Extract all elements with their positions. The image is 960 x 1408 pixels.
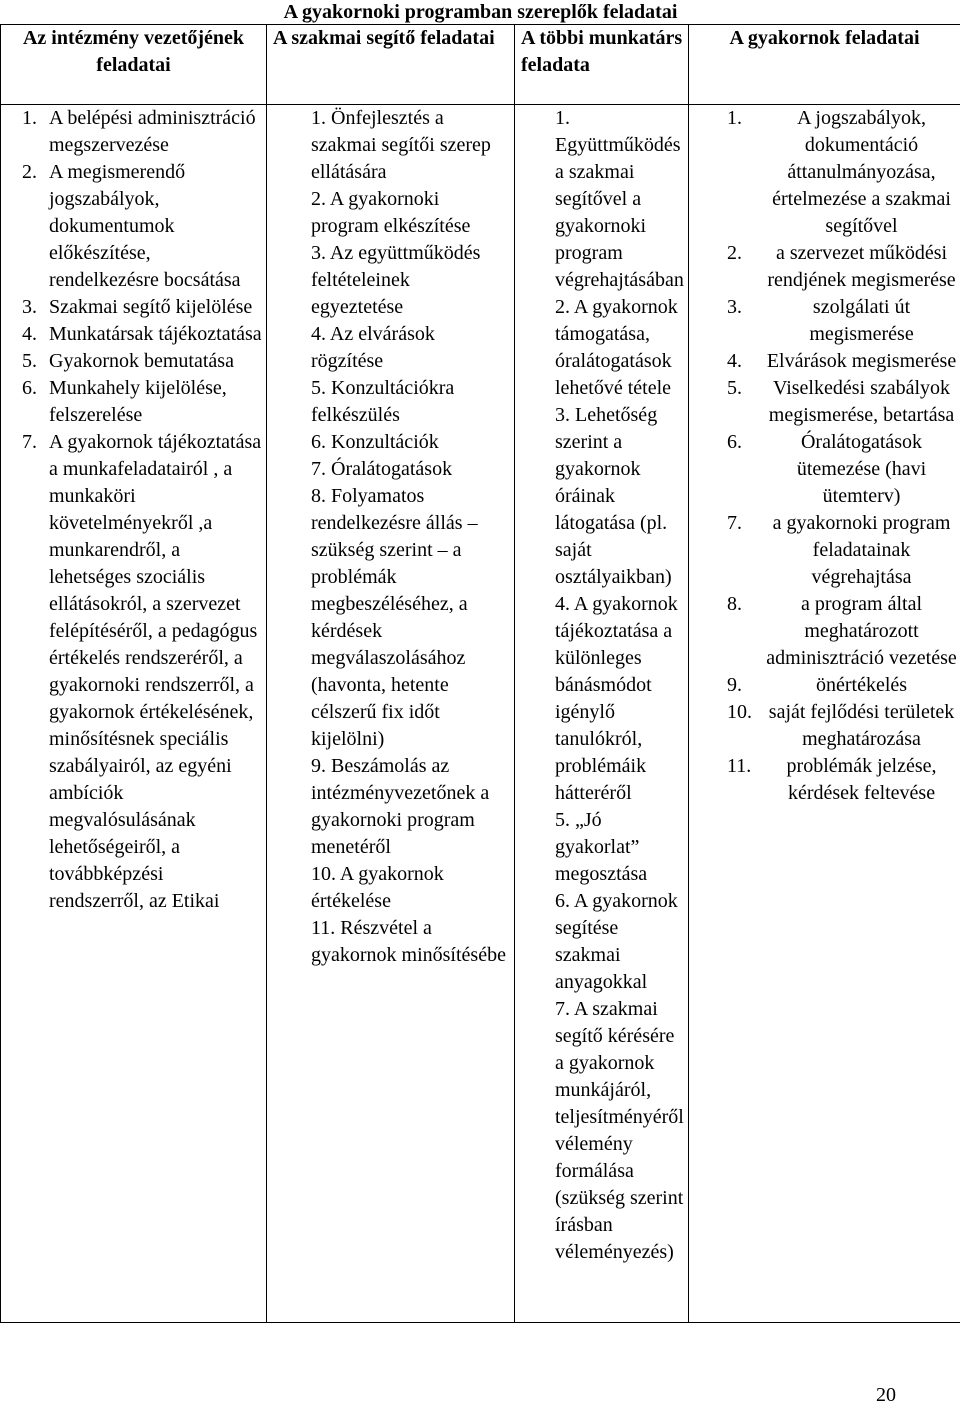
item-text: „Jó gyakorlat” megosztása	[555, 809, 648, 885]
item-number: 1.	[311, 107, 326, 129]
item-text: A gyakornok tájékoztatása a különleges bánásmódot igénylő tanulókról, problémáik hátteréről	[555, 593, 678, 804]
item-number: 10.	[727, 701, 752, 723]
list-item	[311, 186, 506, 240]
item-text: Lehetőség szerint a gyakornok óráinak látogatása (pl. saját osztályaikban)	[555, 404, 672, 588]
list-item	[555, 402, 684, 591]
list-item	[15, 105, 262, 159]
list-item	[311, 915, 506, 969]
item-number: 4.	[22, 323, 37, 345]
list-item	[555, 294, 684, 402]
item-text: Elvárások megismerése	[766, 350, 957, 372]
item-number: 1.	[555, 107, 570, 129]
item-text: A jogszabályok, dokumentáció áttanulmányozása, értelmezése a szakmai segítővel	[772, 107, 951, 237]
item-number: 5.	[555, 809, 570, 831]
item-number: 1.	[727, 107, 742, 129]
item-text: A gyakornok segítése szakmai anyagokkal	[555, 890, 678, 993]
item-number: 7.	[311, 458, 326, 480]
item-number: 10.	[311, 863, 336, 885]
item-text: Óralátogatások	[331, 458, 453, 480]
item-number: 8.	[727, 593, 742, 615]
list-item	[555, 996, 684, 1266]
item-text: Konzultációk	[331, 431, 439, 453]
colleague-tasks-cell	[515, 105, 689, 1323]
item-text: Az együttműködés feltételeinek egyeztetése	[311, 242, 481, 318]
list-item	[727, 753, 958, 807]
page-number: 20	[876, 1384, 896, 1406]
item-number: 6.	[22, 377, 37, 399]
list-item	[15, 375, 262, 429]
item-number: 2.	[22, 161, 37, 183]
item-number: 4.	[555, 593, 570, 615]
item-text: Gyakornok bemutatása	[49, 350, 234, 372]
item-text: a szervezet működési rendjének megismerése	[767, 242, 956, 291]
item-text: a program által meghatározott adminisztráció vezetése	[766, 593, 957, 669]
header-trainee-tasks: A gyakornok feladatai	[689, 25, 960, 105]
table-title: A gyakornoki programban szereplők feladatai	[1, 0, 960, 25]
item-text: Folyamatos rendelkezésre állás – szükség szerint – a problémák megbeszéléséhez, a kérdések megválaszolásához (havonta, hetente célszerű fix időt kijelölni)	[311, 485, 478, 750]
item-number: 6.	[727, 431, 742, 453]
list-item	[311, 375, 506, 429]
item-number: 9.	[727, 674, 742, 696]
item-number: 11.	[311, 917, 336, 939]
list-item	[311, 483, 506, 753]
list-item	[15, 348, 262, 375]
list-item	[311, 240, 506, 321]
trainee-tasks-cell	[689, 105, 960, 1323]
list-item	[555, 807, 684, 888]
item-number: 1.	[22, 107, 37, 129]
item-text: Óralátogatások ütemezése (havi ütemterv)	[796, 431, 927, 507]
item-text: A belépési adminisztráció megszervezése	[49, 107, 256, 156]
item-number: 7.	[22, 431, 37, 453]
list-item	[727, 375, 958, 429]
list-item	[555, 591, 684, 807]
list-item	[15, 159, 262, 294]
item-text: Beszámolás az intézményvezetőnek a gyakornoki program menetéről	[311, 755, 490, 858]
item-number: 5.	[727, 377, 742, 399]
item-text: Szakmai segítő kijelölése	[49, 296, 253, 318]
item-text: Részvétel a gyakornok minősítésébe	[311, 917, 506, 966]
item-number: 3.	[555, 404, 570, 426]
header-mentor-tasks: A szakmai segítő feladatai	[267, 25, 515, 105]
mentor-tasks-cell	[267, 105, 515, 1323]
leader-tasks-list	[1, 105, 266, 915]
item-number: 6.	[311, 431, 326, 453]
item-number: 6.	[555, 890, 570, 912]
item-text: problémák jelzése, kérdések feltevése	[786, 755, 937, 804]
item-number: 3.	[727, 296, 742, 318]
mentor-tasks-list	[267, 105, 514, 969]
item-text: önértékelés	[815, 674, 908, 696]
list-item	[311, 456, 506, 483]
list-item	[727, 105, 958, 240]
list-item	[727, 591, 958, 672]
item-text: Viselkedési szabályok megismerése, betartása	[768, 377, 955, 426]
list-item	[555, 105, 684, 294]
list-item	[311, 429, 506, 456]
item-number: 9.	[311, 755, 326, 777]
item-text: saját fejlődési területek meghatározása	[768, 701, 955, 750]
item-text: szolgálati út megismerése	[809, 296, 914, 345]
list-item	[727, 510, 958, 591]
list-item	[311, 753, 506, 861]
list-item	[727, 699, 958, 753]
leader-tasks-cell	[1, 105, 267, 1323]
item-number: 8.	[311, 485, 326, 507]
item-number: 5.	[311, 377, 326, 399]
list-item	[15, 321, 262, 348]
list-item	[15, 429, 262, 915]
item-text: Önfejlesztés a szakmai segítői szerep ellátására	[311, 107, 491, 183]
item-number: 3.	[22, 296, 37, 318]
item-text: Munkahely kijelölése, felszerelése	[49, 377, 227, 426]
item-number: 2.	[727, 242, 742, 264]
item-number: 7.	[555, 998, 570, 1020]
list-item	[727, 672, 958, 699]
colleague-tasks-list	[515, 105, 688, 1266]
item-text: Az elvárások rögzítése	[311, 323, 435, 372]
item-number: 4.	[311, 323, 326, 345]
list-item	[727, 429, 958, 510]
item-number: 4.	[727, 350, 742, 372]
item-text: A szakmai segítő kérésére a gyakornok munkájáról, teljesítményéről vélemény formálása (szükség szerint írásban véleményezés)	[555, 998, 684, 1263]
item-text: Együttműködés a szakmai segítővel a gyakornoki program végrehajtásában	[555, 134, 684, 291]
list-item	[727, 240, 958, 294]
item-text: A gyakornok tájékoztatása a munkafeladatairól , a munkaköri követelményekről ,a munkarendről, a lehetséges szociális ellátásokról, a szervezet felépítéséről, a pedagógus értékelés rendszeréről, a gyakornoki rendszerről, a gyakornok értékelésének, minősítésnek speciális szabályairól, az egyéni ambíciók megvalósulásának lehetőségeiről, a továbbképzési rendszerről, az Etikai	[49, 431, 262, 912]
trainee-tasks-list	[689, 105, 960, 807]
list-item	[15, 294, 262, 321]
item-text: Munkatársak tájékoztatása	[49, 323, 262, 345]
item-text: A gyakornoki program elkészítése	[311, 188, 471, 237]
list-item	[311, 861, 506, 915]
list-item	[311, 321, 506, 375]
item-number: 2.	[311, 188, 326, 210]
list-item	[555, 888, 684, 996]
item-number: 7.	[727, 512, 742, 534]
header-leader-tasks: Az intézmény vezetőjének feladatai	[1, 25, 267, 105]
list-item	[727, 294, 958, 348]
header-colleague-tasks: A többi munkatárs feladata	[515, 25, 689, 105]
item-number: 2.	[555, 296, 570, 318]
item-number: 11.	[727, 755, 752, 777]
item-text: a gyakornoki program feladatainak végrehajtása	[772, 512, 951, 588]
list-item	[727, 348, 958, 375]
item-number: 3.	[311, 242, 326, 264]
item-text: A gyakornok értékelése	[311, 863, 444, 912]
item-number: 5.	[22, 350, 37, 372]
item-text: Konzultációkra felkészülés	[311, 377, 455, 426]
item-text: A gyakornok támogatása, óralátogatások lehetővé tétele	[555, 296, 678, 399]
item-text: A megismerendő jogszabályok, dokumentumok előkészítése, rendelkezésre bocsátása	[49, 161, 241, 291]
list-item	[311, 105, 506, 186]
